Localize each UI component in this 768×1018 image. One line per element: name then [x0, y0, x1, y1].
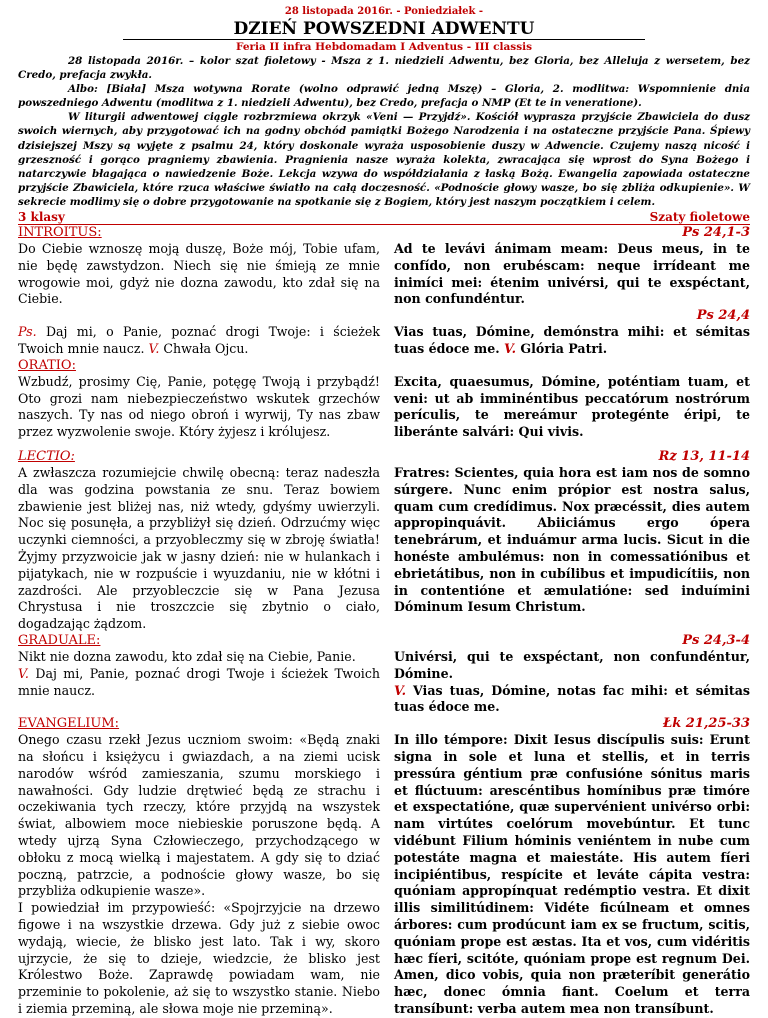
- page-subtitle: Feria II infra Hebdomadam I Adventus - III classis: [235, 41, 533, 53]
- psalm-reference: Ps 24,4: [696, 308, 750, 324]
- section-reference: Łk 21,25-33: [663, 716, 750, 732]
- vestment-label: Szaty fioletowe: [649, 210, 750, 225]
- section-label: ORATIO:: [18, 357, 76, 373]
- graduale-row: [18, 649, 750, 716]
- psalm-text: Vias tuas, Dómine, demónstra mihi: et sémitas tuas édoce me.: [394, 324, 750, 357]
- lectio-row: [18, 465, 750, 633]
- oratio-row: [18, 374, 750, 441]
- intro-paragraph: 28 listopada 2016r. – kolor szat fioletowy - Msza z 1. niedzieli Adwentu, bez Gloria, bez Alleluja z wersetem, bez Credo, prefacja zwykła.: [18, 55, 750, 82]
- polish-text: Do Ciebie wznoszę moją duszę, Boże mój, Tobie ufam, nie będę zawstydzon. Niech się nie śmieją ze mnie wrogowie moi, gdyż nie dozna zawodu, kto zdał się na Ciebie.: [18, 241, 380, 307]
- polish-text: [18, 324, 380, 358]
- graduale-line: Univérsi, qui te exspéctant, non confundéntur, Dómine.: [394, 648, 750, 681]
- gospel-paragraph: Onego czasu rzekł Jezus uczniom swoim: «Będą znaki na słońcu i księżycu i gwiazdach, a na ziemi ucisk narodów wśród zamieszania, szumu morskiego i nawałności. Gdy ludzie drętwieć będą ze strachu i oczekiwania tych rzeczy, które przyjdą na wszystek świat, albowiem moce niebieskie poruszone będą. A wtedy ujrzą Syna Człowieczego, przychodzącego w obłoku z mocą wielką i majestatem. A gdy się to dziać poczną, patrzcie, a podnoście głowy wasze, bo się przybliża odkupienie wasze».: [18, 732, 380, 899]
- versicle-mark: V.: [148, 341, 160, 357]
- page-date: 28 listopada 2016r. - Poniedziałek -: [284, 6, 484, 17]
- polish-text: [18, 649, 380, 716]
- section-label: INTROITUS:: [18, 225, 102, 241]
- versicle-mark: V.: [504, 341, 516, 357]
- gloria-text: Chwała Ojcu.: [163, 341, 249, 357]
- section-header-evangelium: [18, 716, 750, 732]
- polish-text: [18, 732, 380, 1018]
- intro-notes: [18, 54, 750, 209]
- introitus-psalm-row: [18, 324, 750, 358]
- psalm-text: Daj mi, o Panie, poznać drogi Twoje: i ścieżek Twoich mnie naucz.: [18, 324, 380, 357]
- latin-text: [394, 324, 750, 358]
- versicle-mark: V.: [394, 682, 406, 698]
- section-label: LECTIO:: [18, 449, 75, 464]
- introitus-row: [18, 241, 750, 308]
- class-label: 3 klasy: [18, 210, 65, 225]
- graduale-line: Vias tuas, Dómine, notas fac mihi: et sémitas tuas édoce me.: [394, 682, 751, 715]
- intro-paragraph: Albo: [Biała] Msza wotywna Rorate (wolno odprawić jedną Mszę) – Gloria, 2. modlitwa: Wspomnienie dnia powszedniego Adwentu (modlitwa z 1. niedzieli Adwentu), bez Credo, prefacja o NMP (Et te in veneratione).: [18, 83, 750, 110]
- gospel-paragraph: I powiedział im przypowieść: «Spojrzyjcie na drzewo figowe i na wszystkie drzewa. Gdy już z siebie owoc wydają, wiecie, że blisko jest lato. Tak i wy, skoro ujrzycie, że się to dzieje, wiedzcie, że blisko jest Królestwo Boże. Zaprawdę powiadam wam, nie przeminie to pokolenie, aż się to wszystko stanie. Niebo i ziemia przeminą, ale słowa moje nie przeminą».: [18, 900, 380, 1016]
- section-header-oratio: [18, 358, 750, 374]
- section-reference: Rz 13, 11-14: [658, 449, 750, 464]
- section-header-lectio: [18, 449, 750, 465]
- section-reference: Ps 24,3-4: [682, 632, 750, 648]
- section-header-introitus: [18, 225, 750, 241]
- graduale-line: Daj mi, Panie, poznać drogi Twoje i ścieżek Twoich mnie naucz.: [18, 665, 380, 698]
- versicle-mark: V.: [18, 665, 29, 681]
- latin-text: In illo témpore: Dixit Iesus discípulis suis: Erunt signa in sole et luna et stellis, et in terris pressúra géntium præ confusióne sónitus maris et flúctuum: arescéntibus homínibus præ timóre et exspectatióne, quæ supervénient univérso orbi: nam virtútes coelórum movebúntur. Et tunc vidébunt Filium hóminis veniéntem in nube cum potestáte magna et maiestáte. His autem fíeri incipiéntibus, respícite et leváte cápita vestra: quóniam appropínquat redémptio vestra. Et dixit illis similitúdinem: Vidéte ficúlneam et omnes árbores: cum prodúcunt iam ex se fructum, scitis, quóniam prope est æstas. Ita et vos, cum vidéritis hæc fíeri, scitóte, quóniam prope est regnum Dei. Amen, dico vobis, quia non præteríbit generátio hæc, donec ómnia fiant. Coelum et terra transíbunt: verba autem mea non transíbunt.: [394, 732, 750, 1016]
- gloria-text: Glória Patri.: [520, 341, 608, 357]
- evangelium-row: [18, 732, 750, 1018]
- page-title: DZIEŃ POWSZEDNI ADWENTU: [233, 19, 535, 39]
- latin-text: Ad te levávi ánimam meam: Deus meus, in te confído, non erubéscam: neque irrídeant me inimíci mei: étenim univérsi, qui te exspéctant, non confundéntur.: [394, 241, 750, 307]
- latin-text: [394, 649, 750, 716]
- graduale-line: Nikt nie dozna zawodu, kto zdał się na Ciebie, Panie.: [18, 648, 356, 664]
- section-reference: Ps 24,1-3: [682, 225, 750, 241]
- class-row: [18, 210, 750, 225]
- section-label: GRADUALE:: [18, 632, 101, 648]
- polish-text: A zwłaszcza rozumiejcie chwilę obecną: teraz nadeszła dla was godzina powstania ze snu. Teraz bowiem zbawienie jest bliżej nas, niż wtedy, gdyśmy uwierzyli. Noc się posunęła, a przybliżył się dzień. Odrzućmy więc uczynki ciemności, a przyobleczmy się w zbroję światła! Żyjmy przyzwoicie jak w jasny dzień: nie w hulankach i pijatykach, nie w rozpuście i wyuzdaniu, nie w kłótni i zazdrości. Ale przyobleczcie się w Pana Jezusa Chrystusa i nie troszczcie się zbytnio o ciało, dogadzając żądzom.: [18, 465, 380, 632]
- psalm-mark: Ps.: [18, 324, 37, 340]
- section-header-graduale: [18, 633, 750, 649]
- latin-text: Excita, quaesumus, Dómine, poténtiam tuam, et veni: ut ab imminéntibus peccatórum nostrórum perículis, te mereámur protegénte éripi, te liberánte salvári: Qui vivis.: [394, 373, 750, 440]
- section-label: EVANGELIUM:: [18, 716, 120, 732]
- latin-text: Fratres: Scientes, quia hora est iam nos de somno súrgere. Nunc enim própior est nostra salus, quam cum credídimus. Nox præcéssit, dies autem appropinquávit. Abiiciámus ergo ópera tenebrárum, et induámur arma lucis. Sicut in die honéste ambulémus: non in comessatiónibus et ebrietátibus, non in cubílibus et impudicítiis, non in contentióne et æmulatióne: sed induímini Dóminum Iesum Christum.: [394, 465, 750, 615]
- polish-text: Wzbudź, prosimy Cię, Panie, potęgę Twoją i przybądź! Oto grozi nam niebezpieczeństwo wskutek grzechów naszych. Ty nas od niego obroń i wyrwij, Ty nas zbaw przez wyzwolenie swoje. Który żyjesz i królujesz.: [18, 373, 380, 440]
- intro-paragraph: W liturgii adwentowej ciągle rozbrzmiewa okrzyk «Veni — Przyjdź». Kościół wyprasza przyjście Zbawiciela do dusz swoich wiernych, aby przygotować ich na godny obchód pamiątki Bożego Narodzenia i na ostateczne przyjście Pana. Śpiewy dzisiejszej Mszy są wyjęte z psalmu 24, który doskonale wyraża usposobienie duszy w Adwencie. Czujemy naszą nicość i grzeszność i gorąco pragniemy zbawienia. Pragnienia nasze wyraża kolekta, zwracająca się wprost do Syna Bożego i natarczywie błagająca o nawiedzenie Boże. Lekcja wzywa do współdziałania z łaską Bożą. Ewangelia zapowiada ostateczne przyjście Zbawiciela, które rzuca właściwe światło na całą doczesność. «Podnoście głowy wasze, bo się zbliża odkupienie». W sekrecie modlimy się o dobre przygotowanie na spotkanie się z Bogiem, który jest naszym początkiem i celem.: [18, 111, 750, 208]
